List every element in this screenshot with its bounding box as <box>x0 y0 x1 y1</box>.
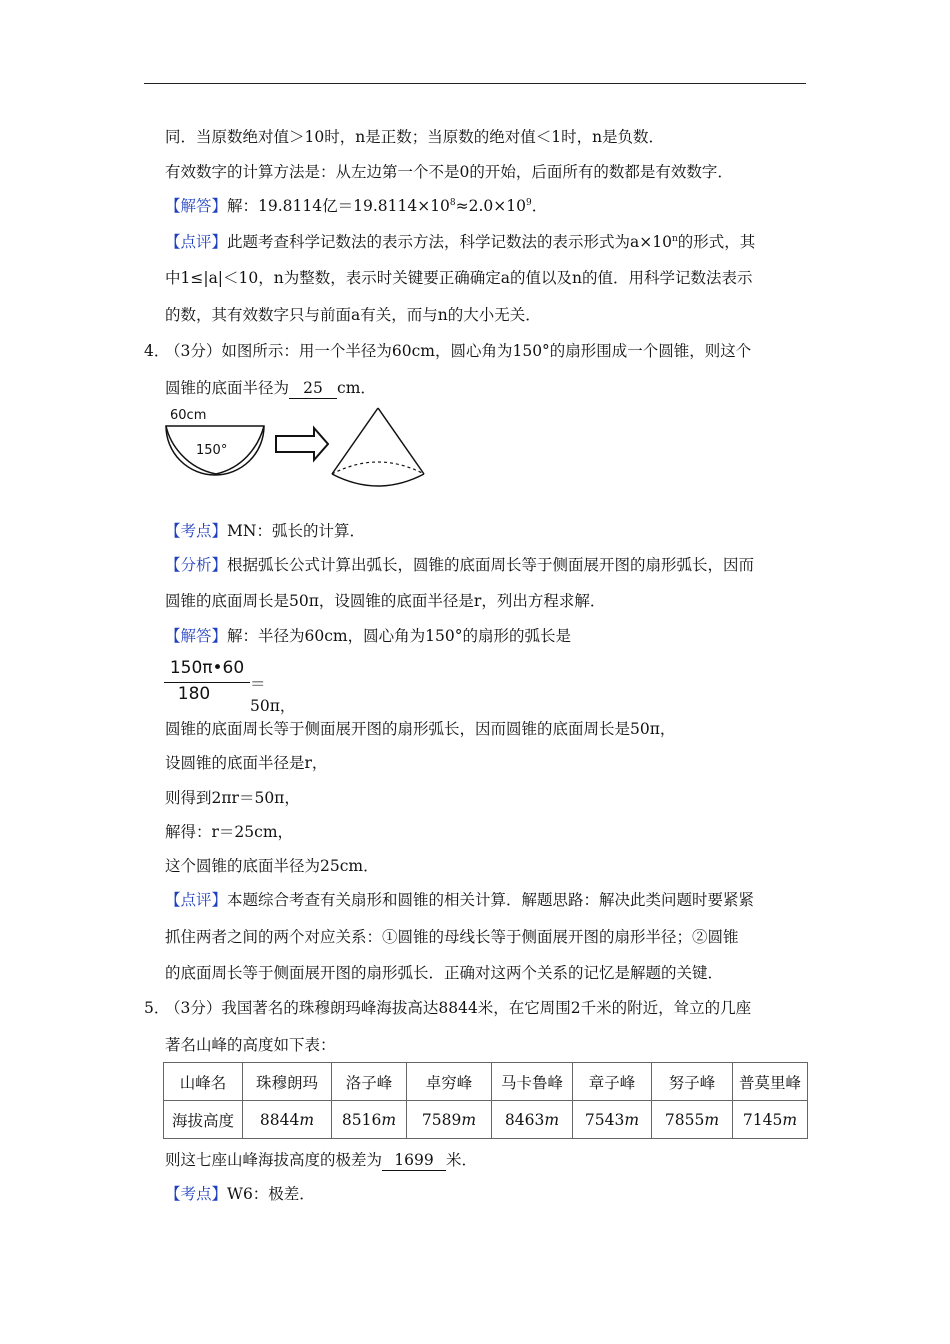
table-header-cell: 章子峰 <box>573 1063 652 1101</box>
tag-point: 【考点】 <box>165 522 228 540</box>
table-header-cell: 珠穆朗玛 <box>243 1063 332 1101</box>
point-line-q5 <box>165 1184 315 1204</box>
answer-text-end: ． <box>531 197 548 215</box>
solution-text: 解：半径为60cm，圆心角为150°的扇形的弧长是 <box>227 627 571 645</box>
stem-text: 圆锥的底面半径为 <box>165 379 290 397</box>
comment-line-2: 中1≤|a|＜10，n为整数，表示时关键要正确确定a的值以及n的值．用科学记数法表示 <box>165 269 753 287</box>
solution-line-6: 这个圆锥的底面半径为25cm． <box>165 857 379 875</box>
cone-side <box>332 408 378 474</box>
table-header-cell: 山峰名 <box>164 1063 243 1101</box>
question-5-answer-line <box>165 1150 477 1171</box>
comment-line-3: 的数，其有效数字只与前面a有关，而与n的大小无关． <box>165 306 541 324</box>
cone-side <box>378 408 424 474</box>
point-line <box>165 521 365 541</box>
tag-comment: 【点评】 <box>165 233 228 251</box>
table-cell: 7855m <box>652 1101 733 1139</box>
comment-text: 此题考查科学记数法的表示方法，科学记数法的表示形式为a×10 <box>227 233 672 251</box>
table-header-cell: 马卡鲁峰 <box>492 1063 573 1101</box>
solution-line-5: 解得：r＝25cm， <box>165 823 294 841</box>
text-line-1: 同．当原数绝对值＞10时，n是正数；当原数的绝对值＜1时，n是负数． <box>165 128 665 146</box>
table-row <box>164 1101 808 1139</box>
radius-label: 60cm <box>170 408 207 423</box>
table-row-label: 海拔高度 <box>164 1101 243 1139</box>
analysis-line-2: 圆锥的底面周长是50π，设圆锥的底面半径是r，列出方程求解． <box>165 592 606 610</box>
sector-to-cone-figure <box>164 406 434 492</box>
answer-blank: 25 <box>289 378 337 399</box>
answer-line <box>165 196 547 216</box>
point-text: W6：极差． <box>227 1185 315 1203</box>
table-cell: 7543m <box>573 1101 652 1139</box>
question-4-number: 4． <box>144 342 170 360</box>
comment-line-5: 抓住两者之间的两个对应关系：①圆锥的母线长等于侧面展开图的扇形半径；②圆锥 <box>165 928 739 946</box>
table-cell: 7589m <box>407 1101 492 1139</box>
table-cell: 8516m <box>332 1101 407 1139</box>
answer-text-mid: ≈2.0×10 <box>455 197 527 215</box>
tag-answer: 【解答】 <box>165 197 228 215</box>
exponent: 9 <box>526 197 532 208</box>
analysis-line-1 <box>165 555 754 575</box>
table-cell: 8463m <box>492 1101 573 1139</box>
table-header-row <box>164 1063 808 1101</box>
table-header-cell: 卓穷峰 <box>407 1063 492 1101</box>
question-5-number: 5． <box>144 999 170 1017</box>
question-5-stem-1: （3分）我国著名的珠穆朗玛峰海拔高达8844米，在它周围2千米的附近，耸立的几座 <box>165 999 752 1017</box>
comment-line <box>165 232 755 252</box>
answer-blank: 1699 <box>382 1150 446 1171</box>
mountain-height-table <box>163 1062 808 1139</box>
text-line-2: 有效数字的计算方法是：从左边第一个不是0的开始，后面所有的数都是有效数字． <box>165 163 733 181</box>
cone-base-front <box>332 474 424 486</box>
unit-text: cm． <box>337 379 376 397</box>
comment-line-6: 的底面周长等于侧面展开图的扇形弧长．正确对这两个关系的记忆是解题的关键． <box>165 964 724 982</box>
tag-analysis: 【分析】 <box>165 556 228 574</box>
header-rule <box>144 83 806 84</box>
solution-line-2: 圆锥的底面周长等于侧面展开图的扇形弧长，因而圆锥的底面周长是50π， <box>165 720 676 738</box>
answer-post-text: 米． <box>446 1151 478 1169</box>
solution-line-1 <box>165 626 571 646</box>
analysis-text: 根据弧长公式计算出弧长，圆锥的底面周长等于侧面展开图的扇形弧长，因而 <box>227 556 755 574</box>
cone-base-back <box>332 462 424 474</box>
table-cell: 7145m <box>733 1101 808 1139</box>
question-4-stem-2 <box>165 378 376 399</box>
solution-line-3: 设圆锥的底面半径是r， <box>165 754 328 772</box>
fraction-result: ＝50π， <box>250 675 296 715</box>
fraction-numerator: 150π•60 <box>169 658 245 678</box>
comment-text: 本题综合考查有关扇形和圆锥的相关计算．解题思路：解决此类问题时要紧紧 <box>227 891 755 909</box>
question-4-stem-1: （3分）如图所示：用一个半径为60cm，圆心角为150°的扇形围成一个圆锥，则这个 <box>165 342 752 360</box>
exponent: n <box>671 233 678 244</box>
solution-line-4: 则得到2πr＝50π， <box>165 789 300 807</box>
answer-text: 解：19.8114亿＝19.8114×10 <box>227 197 450 215</box>
table-header-cell: 普莫里峰 <box>733 1063 808 1101</box>
fraction-denominator: 180 <box>177 684 211 704</box>
point-text: MN：弧长的计算． <box>227 522 365 540</box>
tag-answer: 【解答】 <box>165 627 228 645</box>
table-header-cell: 努子峰 <box>652 1063 733 1101</box>
table-cell: 8844m <box>243 1101 332 1139</box>
angle-label: 150° <box>196 443 228 458</box>
fraction-bar <box>164 682 250 683</box>
tag-comment: 【点评】 <box>165 891 228 909</box>
answer-pre-text: 则这七座山峰海拔高度的极差为 <box>165 1151 383 1169</box>
exponent: 8 <box>449 197 456 208</box>
arrow-right-icon <box>276 428 328 460</box>
tag-point: 【考点】 <box>165 1185 228 1203</box>
table-header-cell: 洛子峰 <box>332 1063 407 1101</box>
question-5-stem-2: 著名山峰的高度如下表： <box>165 1036 336 1054</box>
comment-text-end: 的形式，其 <box>677 233 756 251</box>
comment-line-4 <box>165 890 754 910</box>
